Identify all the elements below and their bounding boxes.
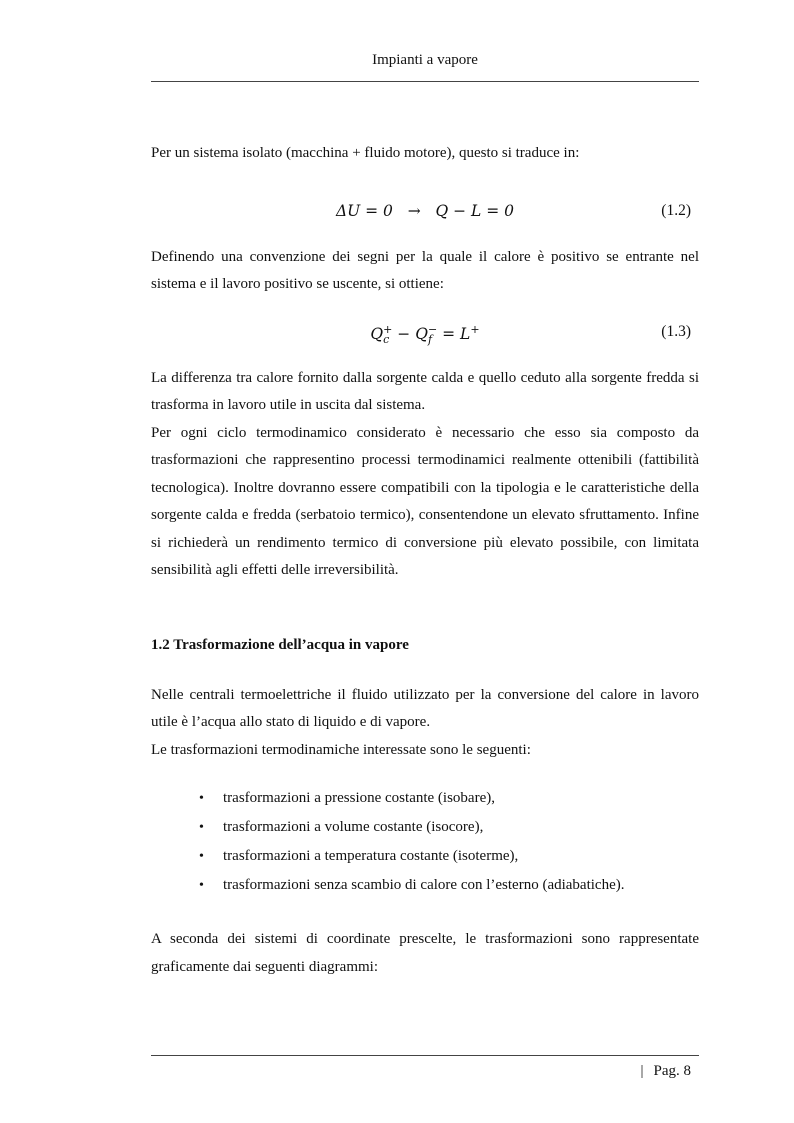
eq2-qc-sub: c (383, 332, 390, 346)
eq2-equals: = (442, 324, 456, 343)
list-item (151, 871, 699, 900)
eq1-rhs: Q − L = 0 (435, 201, 515, 220)
page-content (151, 140, 699, 981)
eq2-qc: Q (370, 324, 384, 343)
paragraph-convention: Definendo una convenzione dei segni per la quale il calore è positivo se entrante nel sistema e il lavoro positivo se uscente, si ottiene: (151, 248, 699, 292)
bullet-icon: • (199, 791, 204, 806)
eq1-lhs: ΔU = 0 (335, 201, 393, 220)
paragraph-intro: Per un sistema isolato (macchina + fluido motore), questo si traduce in: (151, 145, 580, 161)
footer-separator: | (640, 1063, 644, 1079)
header-rule (151, 81, 699, 82)
list-item-text: trasformazioni a pressione costante (isobare), (223, 790, 495, 806)
eq2-minus: − (397, 324, 411, 343)
bullet-icon: • (199, 820, 204, 835)
bullet-icon: • (199, 849, 204, 864)
eq2-qc-sup: + (383, 322, 393, 336)
list-item-text: trasformazioni a temperatura costante (isoterme), (223, 848, 519, 864)
equation-number: (1.2) (661, 201, 691, 219)
eq1-arrow: → (407, 201, 421, 220)
paragraph-cycle: Per ogni ciclo termodinamico considerato è necessario che esso sia composto da trasformazioni che rappresentino processi termodinamici realmente ottenibili (fattibilità tecnologica). Inoltre dovranno essere compatibili con la tipologia e le caratteristiche della sorgente calda e fredda (serbatoio termico), consentendone un elevato sfruttamento. Infine si richiederà un rendimento termico di conversione più elevato possibile, con limitata sensibilità agli effetti delle irreversibilità. (151, 424, 699, 578)
list-item (151, 813, 699, 842)
eq2-l-sup: + (470, 322, 480, 336)
transformations-list (151, 784, 699, 900)
equation-body (151, 323, 699, 345)
footer-rule (151, 1055, 699, 1056)
list-item-text: trasformazioni a volume costante (isocore), (223, 819, 484, 835)
paragraph-diagrams: A seconda dei sistemi di coordinate prescelte, le trasformazioni sono rappresentate graficamente dai seguenti diagrammi: (151, 931, 699, 975)
page-footer (640, 1063, 691, 1080)
paragraph-fluid: Nelle centrali termoelettriche il fluido utilizzato per la conversione del calore in lavoro utile è l’acqua allo stato di liquido e di vapore. (151, 686, 699, 730)
eq2-qf: Q (415, 324, 428, 343)
list-item (151, 842, 699, 871)
paragraph-heat-difference: La differenza tra calore fornito dalla sorgente calda e quello ceduto alla sorgente fredda si trasforma in lavoro utile in uscita dal sistema. (151, 369, 699, 413)
eq2-l: L (460, 324, 471, 343)
paragraph-transformations-intro: Le trasformazioni termodinamiche interessate sono le seguenti: (151, 741, 531, 758)
page-number: Pag. 8 (653, 1063, 691, 1079)
page-header: Impianti a vapore (372, 52, 478, 68)
eq2-qf-sub: f (427, 332, 433, 346)
list-item (151, 784, 699, 813)
equation-body (151, 202, 699, 220)
section-heading: 1.2 Trasformazione dell’acqua in vapore (151, 636, 409, 653)
eq2-qf-sup: − (427, 322, 438, 336)
list-item-text: trasformazioni senza scambio di calore con l’esterno (adiabatiche). (223, 877, 625, 893)
bullet-icon: • (199, 878, 204, 893)
equation-1-2 (151, 194, 699, 234)
equation-number: (1.3) (661, 322, 691, 340)
equation-1-3 (151, 315, 699, 355)
